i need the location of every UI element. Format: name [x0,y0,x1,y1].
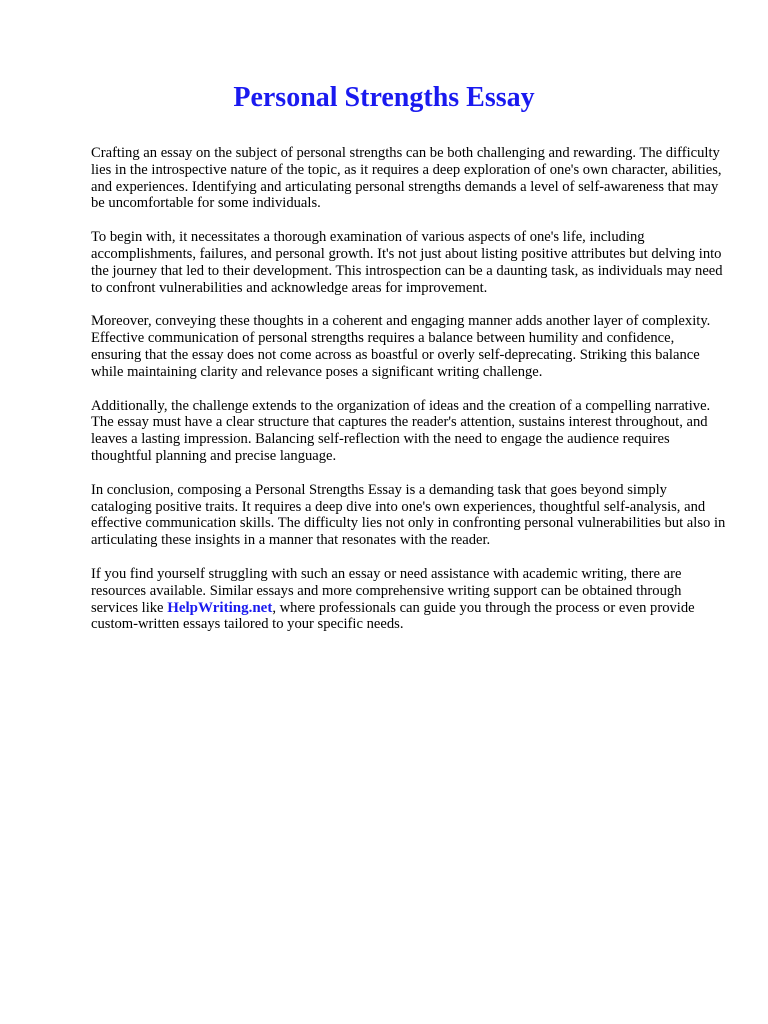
paragraph-5: In conclusion, composing a Personal Strengths Essay is a demanding task that goes beyond simply cataloging positive traits. It requires a deep dive into one's own experiences, thoughtful self-analysis, and effective communication skills. The difficulty lies not only in confronting personal vulnerabilities but also in articulating these insights in a manner that resonates with the reader. [91,481,726,549]
paragraph-3: Moreover, conveying these thoughts in a coherent and engaging manner adds another layer of complexity. Effective communication of personal strengths requires a balance between humility and confidence, ensuring that the essay does not come across as boastful or overly self-deprecating. Striking this balance while maintaining clarity and relevance poses a significant writing challenge. [91,313,711,380]
essay-body [91,145,727,650]
paragraph-6-text-after: , where professionals can guide you through the process or even provide custom-written essays tailored to your specific needs. [91,599,695,633]
paragraph-1: Crafting an essay on the subject of personal strengths can be both challenging and rewarding. The difficulty lies in the introspective nature of the topic, as it requires a deep exploration of one's own character, abilities, and experiences. Identifying and articulating personal strengths demands a level of self-awareness that may be uncomfortable for some individuals. [91,145,722,212]
paragraph-2: To begin with, it necessitates a thorough examination of various aspects of one's life, including accomplishments, failures, and personal growth. It's not just about listing positive attributes but delving into the journey that led to their development. This introspection can be a daunting task, as individuals may need to confront vulnerabilities and acknowledge areas for improvement. [91,229,723,296]
paragraph-6-text-before: If you find yourself struggling with such an essay or need assistance with academic writing, there are resources available. Similar essays and more comprehensive writing support can be obtained through services like [91,565,682,616]
page-title: Personal Strengths Essay [233,82,535,113]
paragraph-6 [91,566,727,633]
paragraph-4: Additionally, the challenge extends to the organization of ideas and the creation of a compelling narrative. The essay must have a clear structure that captures the reader's attention, sustains interest throughout, and leaves a lasting impression. Balancing self-reflection with the need to engage the audience requires thoughtful planning and precise language. [91,397,711,464]
helpwriting-link[interactable]: HelpWriting.net [167,599,273,616]
